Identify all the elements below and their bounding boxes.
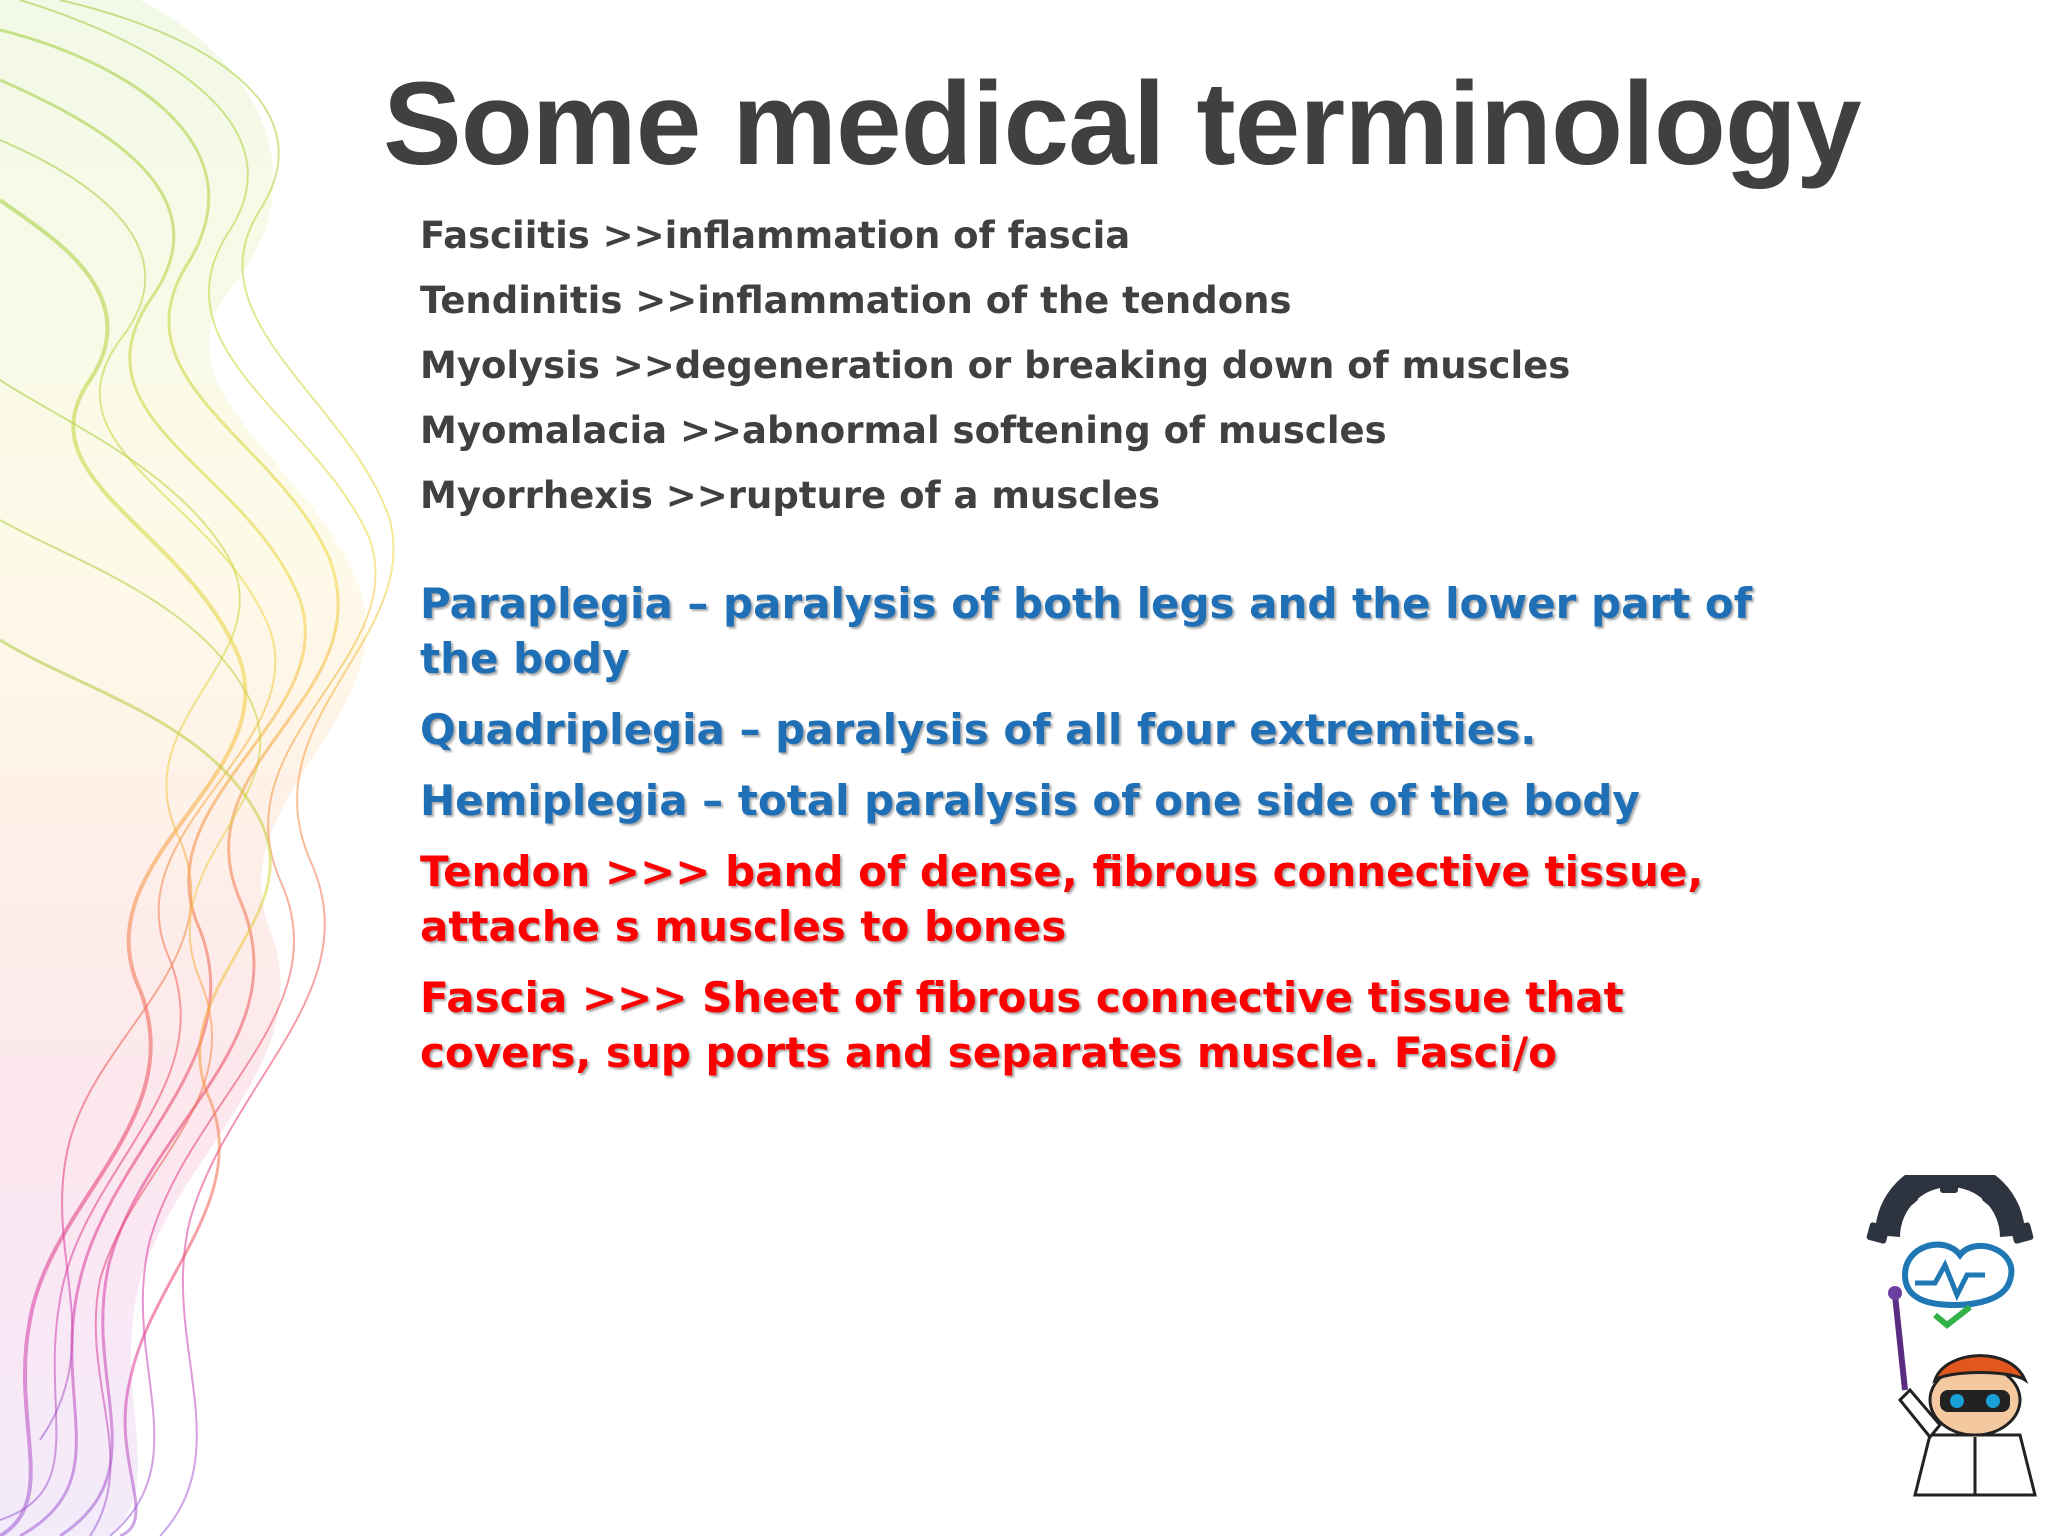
slide-title: Some medical terminology bbox=[383, 58, 1861, 190]
list-item: Myolysis >>degeneration or breaking down of muscles bbox=[420, 344, 1571, 387]
list-item: Myorrhexis >>rupture of a muscles bbox=[420, 474, 1160, 517]
list-item: Hemiplegia – total paralysis of one side of the body bbox=[420, 776, 1640, 825]
plain-terms-list bbox=[420, 212, 1780, 520]
list-item: Myomalacia >>abnormal softening of muscles bbox=[420, 409, 1387, 452]
slide-content bbox=[420, 212, 1780, 1096]
list-item: Paraplegia – paralysis of both legs and the lower part of the body bbox=[420, 579, 1752, 683]
scientist-gear-logo-icon bbox=[1835, 1175, 2045, 1505]
list-item: Tendon >>> band of dense, fibrous connective tissue, attache s muscles to bones bbox=[420, 847, 1704, 951]
list-item: Quadriplegia – paralysis of all four extremities. bbox=[420, 705, 1537, 754]
rainbow-ribbon-wave-icon bbox=[0, 0, 420, 1536]
list-item: Fascia >>> Sheet of fibrous connective tissue that covers, sup ports and separates muscle. Fasci/o bbox=[420, 973, 1624, 1077]
list-item: Tendinitis >>inflammation of the tendons bbox=[420, 279, 1292, 322]
list-item: Fasciitis >>inflammation of fascia bbox=[420, 214, 1131, 257]
highlighted-terms-list bbox=[420, 576, 1780, 1080]
